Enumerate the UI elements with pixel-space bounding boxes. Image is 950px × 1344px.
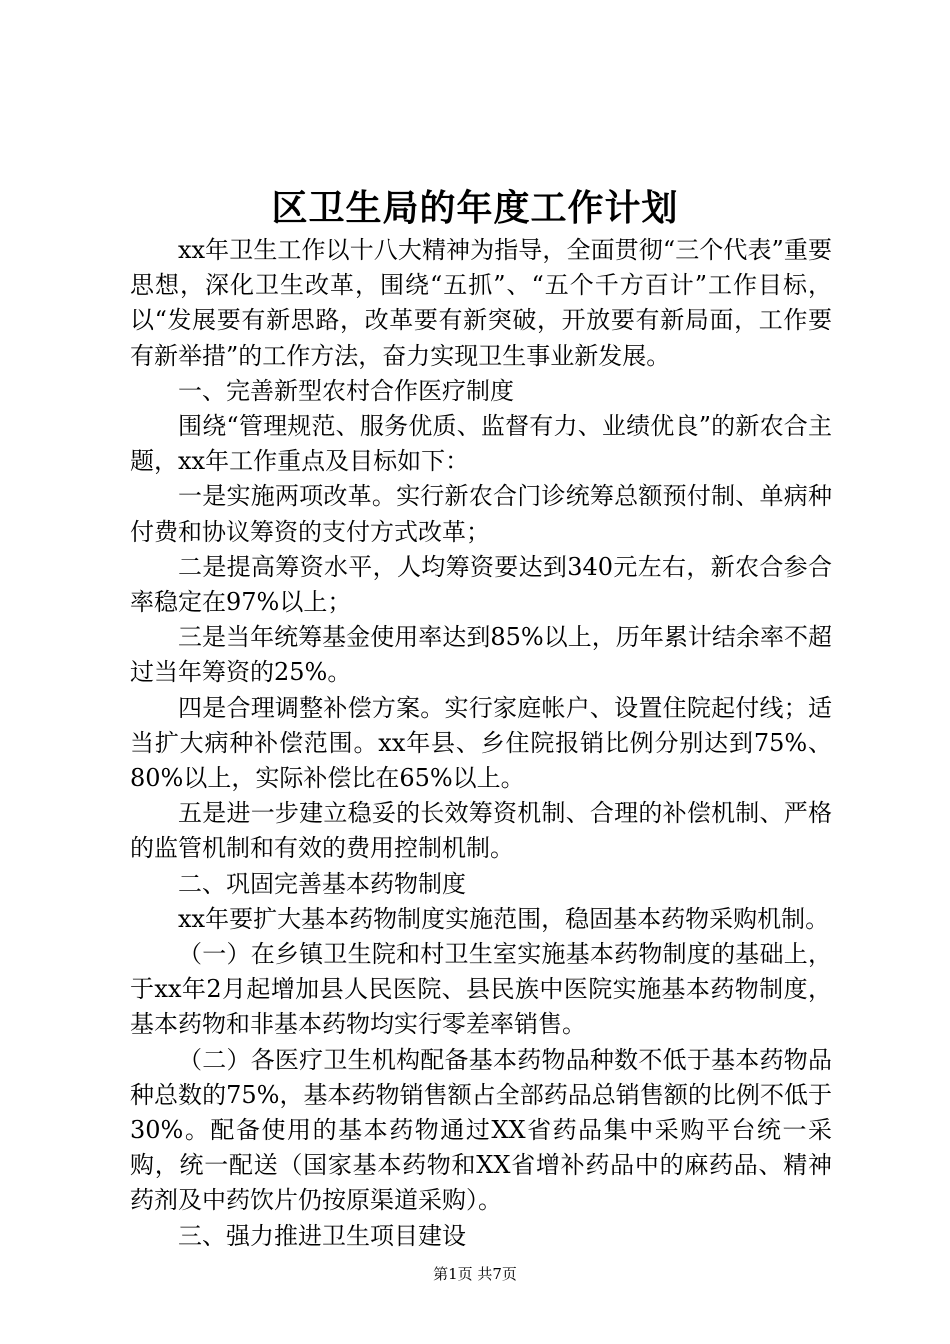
paragraph: 三是当年统筹基金使用率达到85%以上，历年累计结余率不超过当年筹资的25%。 bbox=[130, 623, 832, 687]
section-heading-1: 一、完善新型农村合作医疗制度 bbox=[178, 376, 514, 405]
paragraph: （二）各医疗卫生机构配备基本药物品种数不低于基本药物品种总数的75%，基本药物销售额占全部药品总销售额的比例不低于30%。配备使用的基本药物通过XX省药品集中采购平台统一采购，统一配送（国家基本药物和XX省增补药品中的麻药品、精神药剂及中药饮片仍按原渠道采购）。 bbox=[130, 1045, 832, 1215]
paragraph: 二是提高筹资水平，人均筹资要达到340元左右，新农合参合率稳定在97%以上； bbox=[130, 552, 832, 617]
paragraph: 五是进一步建立稳妥的长效筹资机制、合理的补偿机制、严格的监管机制和有效的费用控制机制。 bbox=[130, 799, 832, 863]
paragraph: 一是实施两项改革。实行新农合门诊统筹总额预付制、单病种付费和协议筹资的支付方式改革； bbox=[130, 482, 832, 546]
document-title: 区卫生局的年度工作计划 bbox=[271, 187, 679, 229]
paragraph-intro: xx年卫生工作以十八大精神为指导，全面贯彻“三个代表”重要思想，深化卫生改革，围绕“五抓”、“五个千方百计”工作目标，以“发展要有新思路，改革要有新突破，开放要有新局面，工作要有新举措”的工作方法，奋力实现卫生事业新发展。 bbox=[130, 236, 832, 370]
section-heading-3: 三、强力推进卫生项目建设 bbox=[178, 1221, 466, 1250]
document-body bbox=[130, 233, 832, 1254]
paragraph: 围绕“管理规范、服务优质、监督有力、业绩优良”的新农合主题，xx年工作重点及目标如下： bbox=[130, 412, 832, 476]
paragraph: xx年要扩大基本药物制度实施范围，稳固基本药物采购机制。 bbox=[178, 904, 830, 933]
paragraph: 四是合理调整补偿方案。实行家庭帐户、设置住院起付线；适当扩大病种补偿范围。xx年县、乡住院报销比例分别达到75%、80%以上，实际补偿比在65%以上。 bbox=[130, 693, 832, 793]
page-number-footer: 第1页 共7页 bbox=[433, 1265, 517, 1283]
section-heading-2: 二、巩固完善基本药物制度 bbox=[178, 869, 466, 898]
paragraph: （一）在乡镇卫生院和村卫生室实施基本药物制度的基础上，于xx年2月起增加县人民医院、县民族中医院实施基本药物制度，基本药物和非基本药物均实行零差率销售。 bbox=[130, 940, 832, 1039]
